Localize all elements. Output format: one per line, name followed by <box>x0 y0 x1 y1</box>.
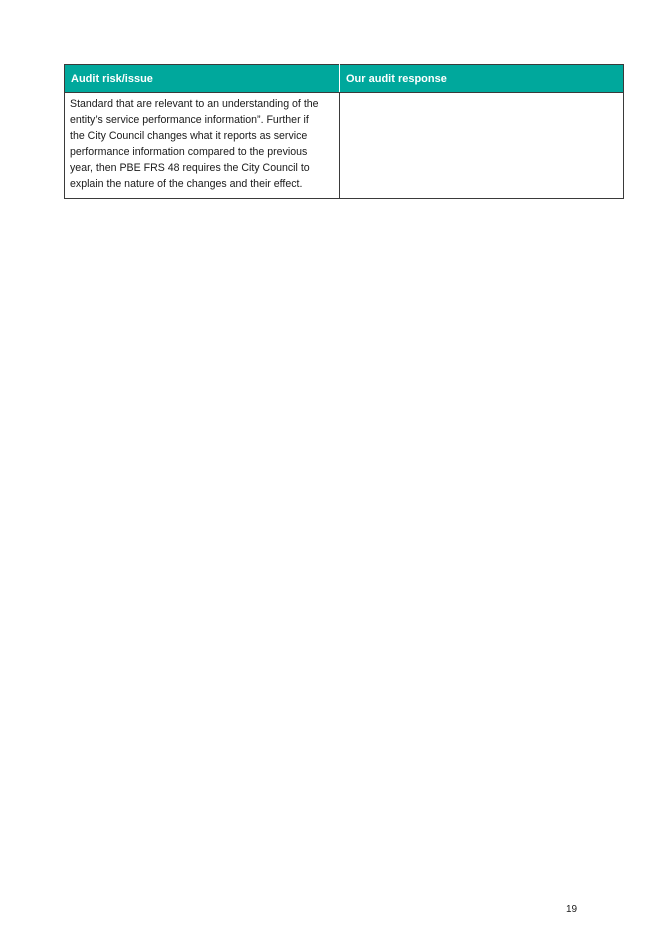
audit-response-cell <box>340 93 624 199</box>
column-header-audit-response: Our audit response <box>340 65 624 93</box>
audit-risk-text-line: Standard that are relevant to an understanding of the <box>70 98 319 110</box>
table-row <box>65 93 624 199</box>
page-number: 19 <box>566 904 578 915</box>
audit-risk-text-line: performance information compared to the previous <box>70 146 308 158</box>
audit-risk-text-line: year, then PBE FRS 48 requires the City Council to <box>70 162 310 174</box>
audit-risk-text-line: explain the nature of the changes and their effect. <box>70 178 303 190</box>
table-header-row <box>65 65 624 93</box>
audit-risk-text-line: entity’s service performance information”. Further if <box>70 114 309 126</box>
audit-risk-table <box>64 64 624 199</box>
audit-risk-text-line: the City Council changes what it reports as service <box>70 130 308 142</box>
column-header-audit-risk: Audit risk/issue <box>65 65 340 93</box>
audit-risk-cell <box>65 93 340 199</box>
